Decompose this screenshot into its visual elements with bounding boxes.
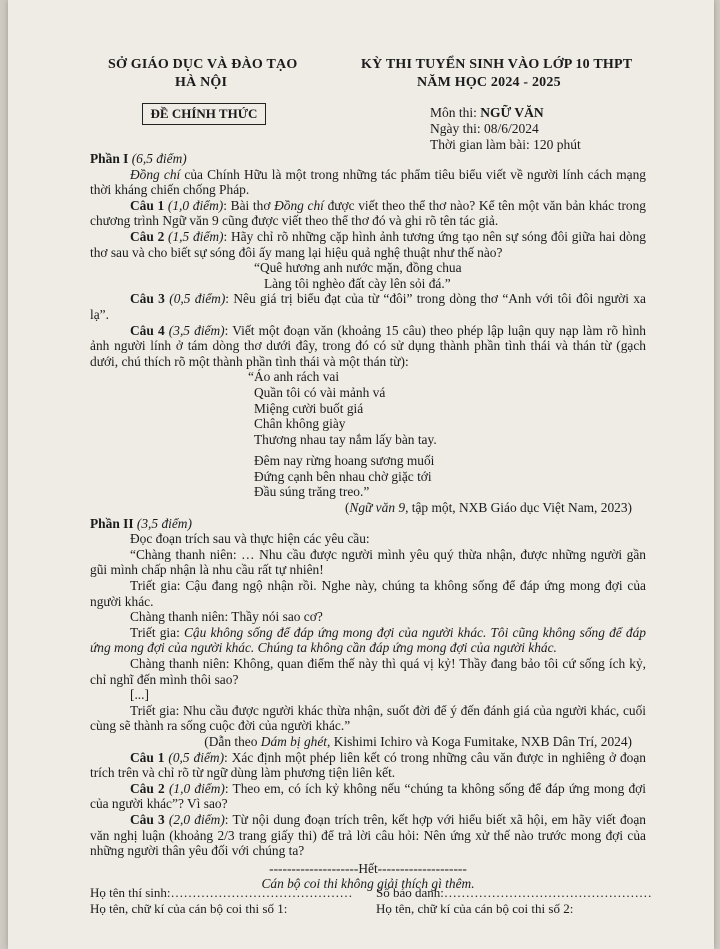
subject-value: NGỮ VĂN	[480, 105, 544, 120]
department-name: SỞ GIÁO DỤC VÀ ĐÀO TẠO	[108, 57, 298, 72]
dialogue-2: Triết gia: Cậu đang ngộ nhận rồi. Nghe này, chúng ta không sống để đáp ứng mong đợi của người khác.	[90, 578, 646, 609]
candidate-name-line: Họ tên thí sinh:……………………………………	[90, 885, 353, 900]
part1-question-3: Câu 3 (0,5 điểm): Nêu giá trị biểu đạt của từ “đôi” trong dòng thơ “Anh với tôi đôi người xa lạ”.	[90, 291, 646, 322]
exam-body	[90, 151, 646, 892]
part2-heading: Phần II (3,5 điểm)	[90, 515, 192, 531]
exam-duration: Thời gian làm bài: 120 phút	[430, 137, 581, 152]
part2-question-1: Câu 1 (0,5 điểm): Xác định một phép liên kết có trong những câu văn được in nghiêng ở đoạn trích trên và chỉ rõ từ ngữ dùng làm phương tiện liên kết.	[90, 749, 646, 781]
part1-heading: Phần I (6,5 điểm)	[90, 151, 187, 166]
part1-intro: Đồng chí của Chính Hữu là một trong những tác phẩm tiêu biểu viết về người lính cách mạng thời kháng chiến chống Pháp.	[90, 166, 646, 198]
part2-question-3: Câu 3 (2,0 điểm): Từ nội dung đoạn trích trên, kết hợp với hiểu biết xã hội, em hãy viết đoạn văn nghị luận (khoảng 2/3 trang giấy thi) để trả lời câu hỏi: Nên ứng xử thế nào trước mong đợi của những người thân yêu đối với chúng ta?	[90, 811, 646, 859]
proctor-note: Cán bộ coi thi không giải thích gì thêm.	[261, 876, 475, 892]
exam-date: Ngày thi: 08/6/2024	[430, 121, 539, 136]
subject-label: Môn thi:	[430, 105, 481, 120]
dialogue-3: Chàng thanh niên: Thầy nói sao cơ?	[130, 609, 323, 625]
q2-verse: “Quê hương anh nước mặn, đồng chua Làng tôi nghèo đất cày lên sỏi đá.”	[254, 260, 462, 291]
part1-question-1: Câu 1 (1,0 điểm): Bài thơ Đồng chí được viết theo thể thơ nào? Kể tên một văn bản khác trong chương trình Ngữ văn 9 cũng được viết theo thể thơ đó và ghi rõ tên tác giả.	[90, 197, 646, 229]
dialogue-5: Chàng thanh niên: Không, quan điểm thế này thì quá vị kỷ! Thầy đang bảo tôi cứ sống ích kỷ, chỉ nghĩ đến mình thôi sao?	[90, 656, 646, 687]
poem-source: (Ngữ văn 9, tập một, NXB Giáo dục Việt Nam, 2023)	[344, 500, 632, 516]
candidate-number-line: Số báo danh:…………………………………………	[376, 885, 652, 900]
dialogue-6: Triết gia: Nhu cầu được người khác thừa nhận, suốt đời để ý đến đánh giá của người khác, cuối cùng sẽ thành ra sống cuộc đời của người khác.”	[90, 702, 646, 734]
school-year: NĂM HỌC 2024 - 2025	[417, 75, 561, 90]
dialogue-4: Triết gia: Cậu không sống để đáp ứng mong đợi của người khác. Tôi cũng không sống để đáp ứng mong đợi của người khác. Chúng ta không cần đáp ứng mong đợi của người khác.	[90, 624, 646, 656]
exam-paper	[8, 0, 714, 949]
excerpt-source: (Dẫn theo Dám bị ghét, Kishimi Ichiro và Koga Fumitake, NXB Dân Trí, 2024)	[204, 733, 632, 749]
department-city: HÀ NỘI	[175, 75, 228, 90]
official-exam-box: ĐỀ CHÍNH THỨC	[142, 103, 266, 125]
proctor-1-line: Họ tên, chữ kí của cán bộ coi thi số 1:	[90, 901, 288, 916]
poem-excerpt: “Áo anh rách vai Quần tôi có vài mảnh vá Miệng cười buốt giá Chân không giày Thương nhau tay nắm lấy bàn tay. Đêm nay rừng hoang sương muối Đứng cạnh bên nhau chờ giặc tới Đầu súng trăng treo.”	[248, 369, 437, 500]
exam-title: KỲ THI TUYỂN SINH VÀO LỚP 10 THPT	[361, 57, 633, 72]
part1-question-2: Câu 2 (1,5 điểm): Hãy chỉ rõ những cặp hình ảnh tương ứng tạo nên sự sóng đôi giữa hai dòng thơ sau và cho biết sự sóng đôi ấy mang lại hiệu quả nghệ thuật như thế nào?	[90, 228, 647, 260]
ellipsis: [...]	[130, 687, 149, 703]
part2-instruction: Đọc đoạn trích sau và thực hiện các yêu cầu:	[130, 531, 370, 547]
part2-question-2: Câu 2 (1,0 điểm): Theo em, có ích kỷ không nếu “chúng ta không sống để đáp ứng mong đợi của người khác”? Vì sao?	[90, 780, 646, 812]
part1-question-4: Câu 4 (3,5 điểm): Viết một đoạn văn (khoảng 15 câu) theo phép lập luận quy nạp làm rõ hình ảnh người lính ở tám dòng thơ dưới đây, trong đó có sử dụng thành phần tình thái và thán từ (gạch dưới, chú thích rõ một thành phần tình thái và một thán từ):	[90, 322, 646, 369]
proctor-2-line: Họ tên, chữ kí của cán bộ coi thi số 2:	[376, 901, 574, 916]
subject-line	[430, 105, 544, 121]
dialogue-1: “Chàng thanh niên: … Nhu cầu được người mình yêu quý thừa nhận, được những người gần gũi mình chấp nhận là nhu cầu rất tự nhiên!	[90, 546, 646, 578]
end-marker: --------------------Hết--------------------	[269, 860, 467, 876]
